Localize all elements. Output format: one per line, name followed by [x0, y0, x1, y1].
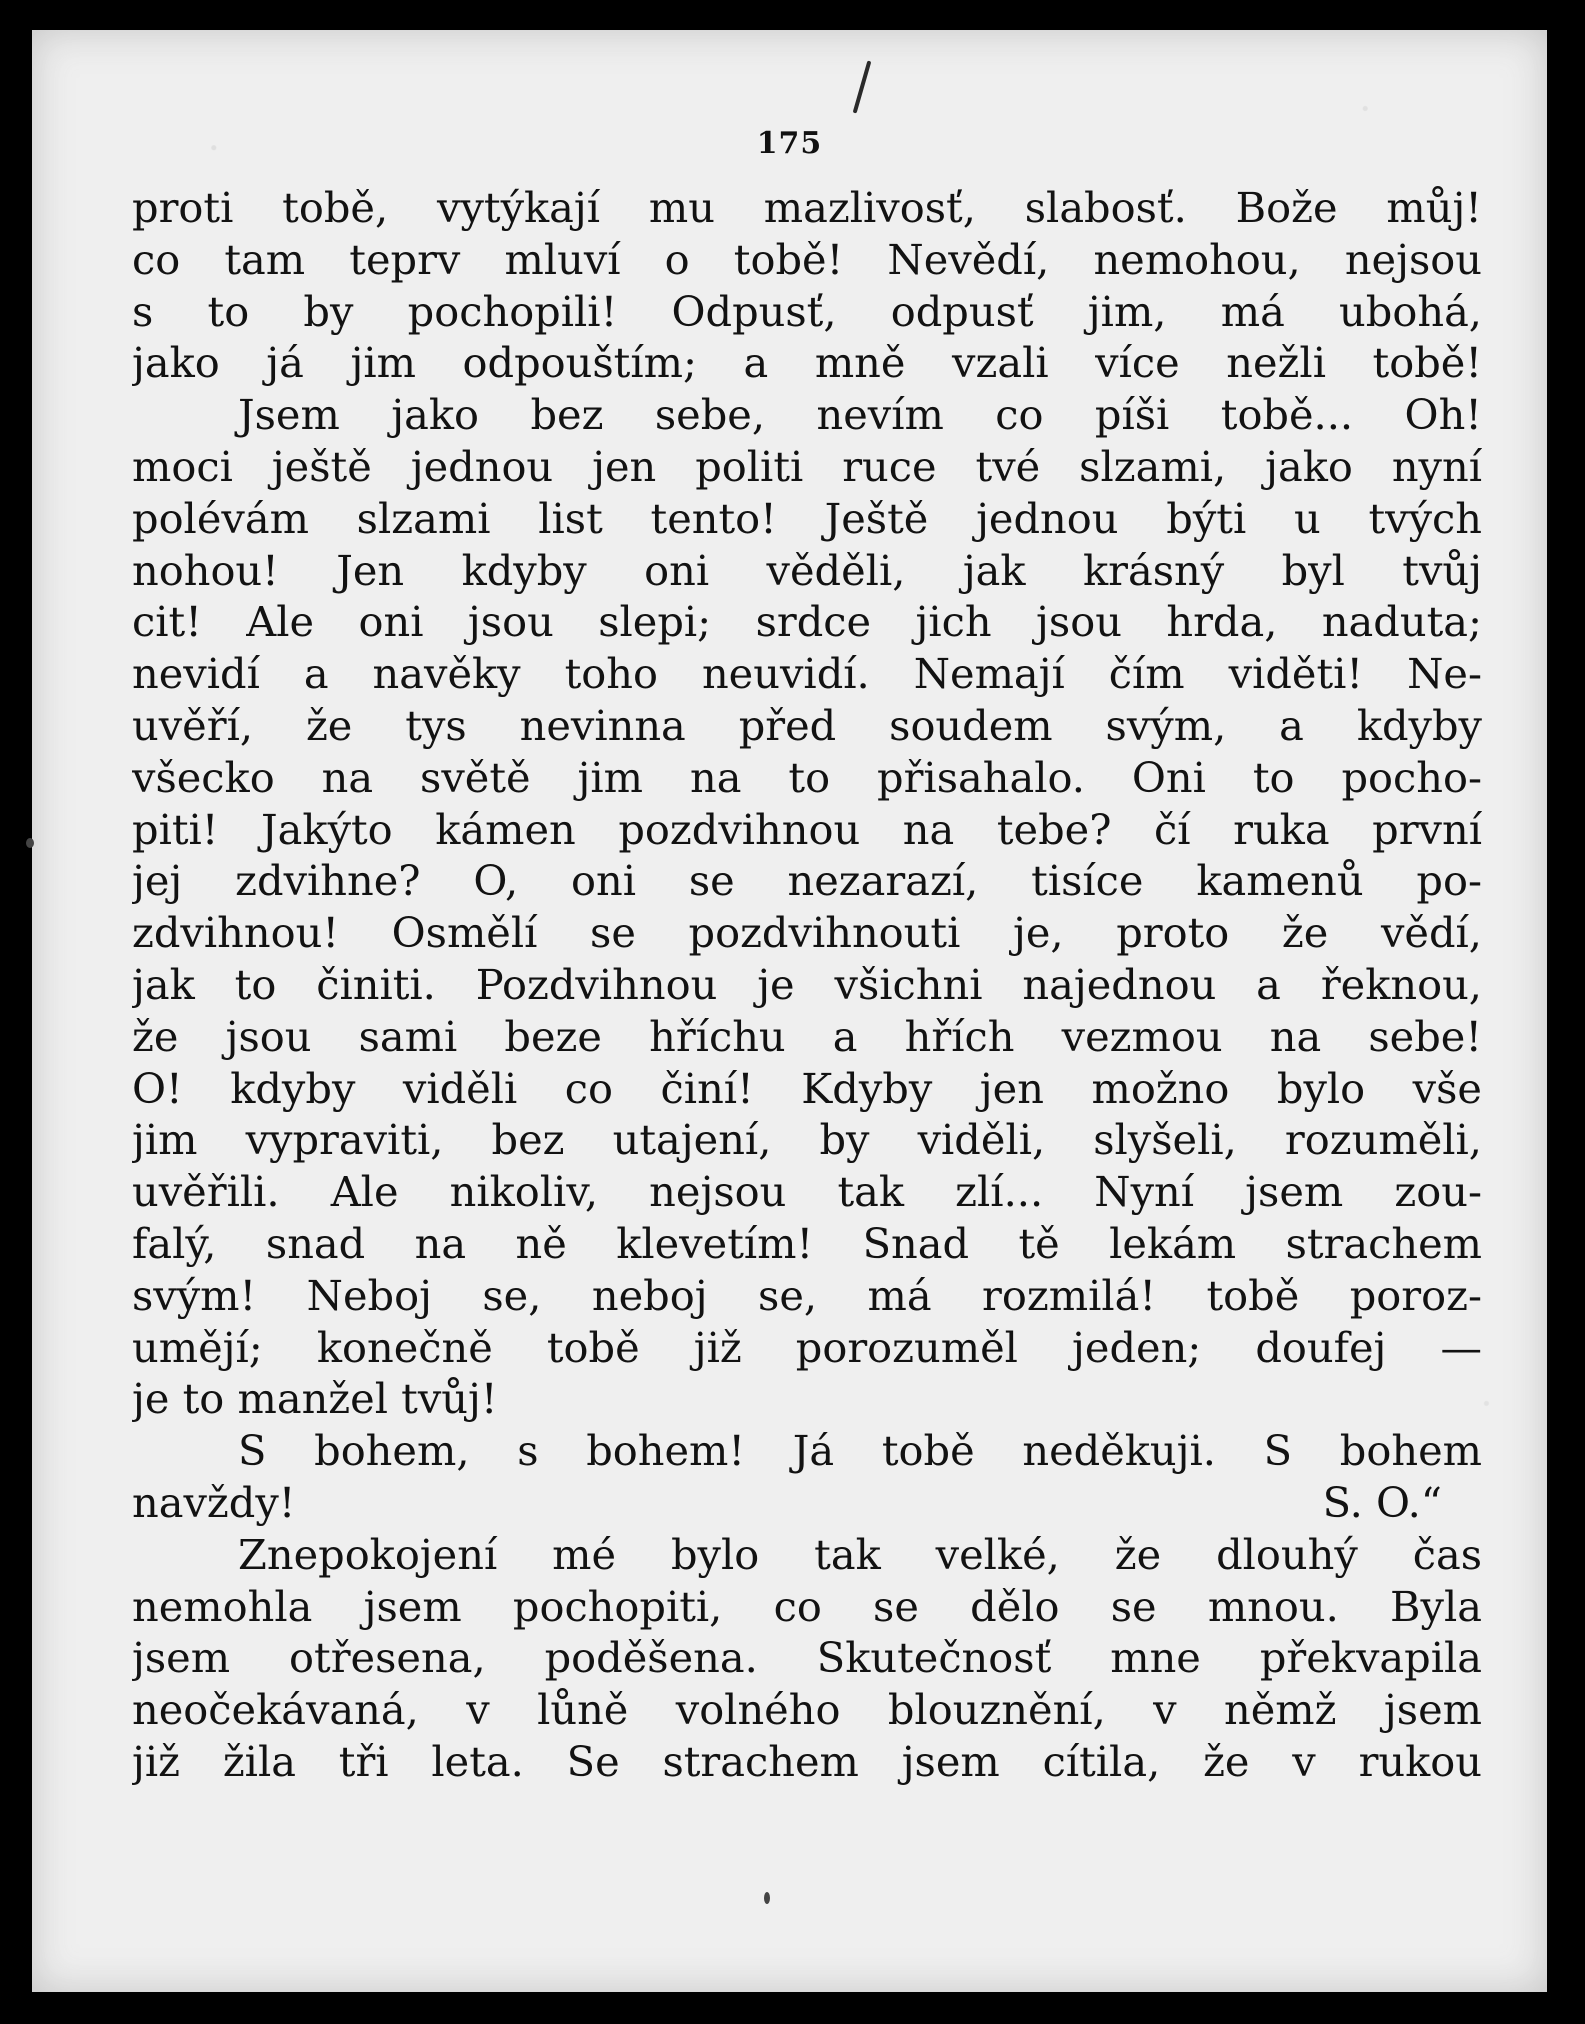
book-page [32, 30, 1547, 1992]
text-line: Jsem jako bez sebe, nevím co píši tobě... Oh! [238, 390, 1482, 440]
text-line: jak to činiti. Pozdvihnou je všichni najednou a řeknou, [132, 959, 1482, 1009]
closing-word: navždy! [132, 1477, 296, 1527]
text-line: že jsou sami beze hříchu a hřích vezmou na sebe! [132, 1011, 1482, 1061]
text-line: nemohla jsem pochopiti, co se dělo se mnou. Byla [132, 1581, 1482, 1631]
text-line: co tam teprv mluví o tobě! Nevědí, nemohou, nejsou [132, 234, 1482, 284]
text-line: neočekávaná, v lůně volného blouznění, v němž jsem [132, 1685, 1482, 1735]
text-line: piti! Jakýto kámen pozdvihnou na tebe? čí ruka první [132, 804, 1482, 854]
ink-speck [764, 1892, 770, 1904]
text-line: jej zdvihne? O, oni se nezarazí, tisíce kamenů po- [132, 856, 1482, 906]
text-line: falý, snad na ně klevetím! Snad tě lekám strachem [132, 1218, 1482, 1268]
text-line: všecko na světě jim na to přisahalo. Oni to pocho- [132, 752, 1482, 802]
closing-line [132, 1477, 1482, 1529]
text-line: moci ještě jednou jen politi ruce tvé slzami, jako nyní [132, 441, 1482, 491]
ink-speck [26, 838, 34, 848]
text-line: polévám slzami list tento! Ještě jednou býti u tvých [132, 493, 1482, 543]
text-line: jako já jim odpouštím; a mně vzali více nežli tobě! [132, 338, 1482, 388]
text-line: jsem otřesena, poděšena. Skutečnosť mne překvapila [132, 1633, 1482, 1683]
text-line: uvěří, že tys nevinna před soudem svým, a kdyby [132, 700, 1482, 750]
text-line: O! kdyby viděli co činí! Kdyby jen možno bylo vše [132, 1063, 1482, 1113]
text-line: uvěřili. Ale nikoliv, nejsou tak zlí... Nyní jsem zou- [132, 1167, 1482, 1217]
page-text [132, 182, 1482, 1788]
text-line: zdvihnou! Osmělí se pozdvihnouti je, proto že vědí, [132, 908, 1482, 958]
text-line: jim vypraviti, bez utajení, by viděli, slyšeli, rozuměli, [132, 1115, 1482, 1165]
text-line: již žila tři leta. Se strachem jsem cítila, že v rukou [132, 1736, 1482, 1786]
pen-mark [853, 60, 872, 113]
text-line: je to manžel tvůj! [132, 1374, 498, 1424]
page-number: 175 [756, 126, 823, 161]
text-line: s to by pochopili! Odpusť, odpusť jim, má ubohá, [132, 286, 1482, 336]
scan-frame [18, 16, 1561, 2006]
text-line: cit! Ale oni jsou slepi; srdce jich jsou hrda, naduta; [132, 597, 1482, 647]
text-line: S bohem, s bohem! Já tobě neděkuji. S bohem [238, 1426, 1482, 1476]
text-line: umějí; konečně tobě již porozuměl jeden; doufej — [132, 1322, 1482, 1372]
signature: S. O.“ [1322, 1477, 1442, 1527]
text-line: nohou! Jen kdyby oni věděli, jak krásný byl tvůj [132, 545, 1482, 595]
text-line: svým! Neboj se, neboj se, má rozmilá! tobě poroz- [132, 1270, 1482, 1320]
text-line: nevidí a navěky toho neuvidí. Nemají čím viděti! Ne- [132, 649, 1482, 699]
text-line: Znepokojení mé bylo tak velké, že dlouhý čas [238, 1529, 1482, 1579]
text-line: proti tobě, vytýkají mu mazlivosť, slabosť. Bože můj! [132, 183, 1482, 232]
